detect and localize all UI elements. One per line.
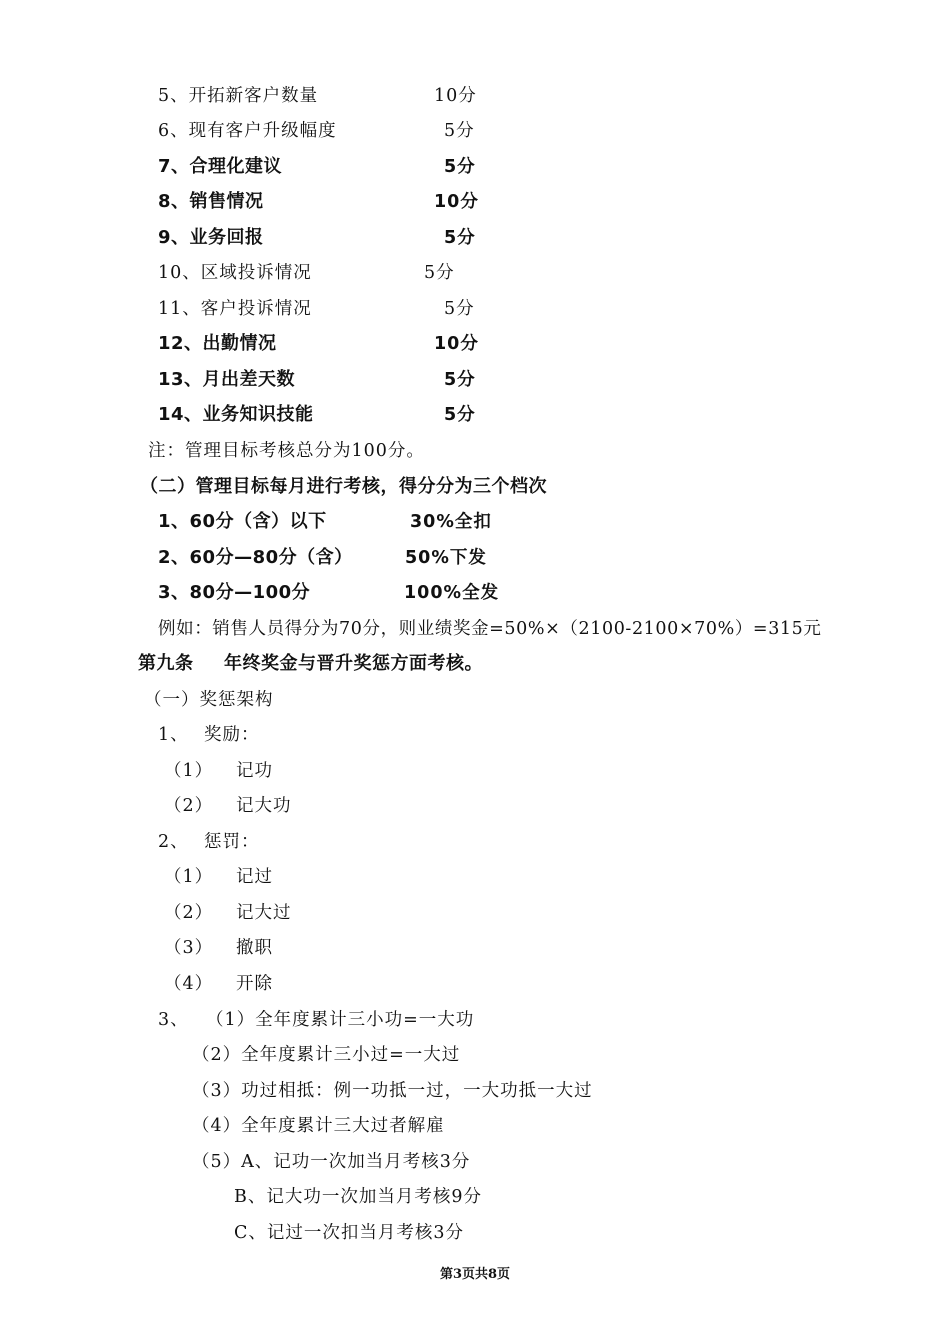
tier-range: 2、60分—80分（含） — [158, 547, 353, 568]
tier-range: 1、60分（含）以下 — [158, 511, 327, 532]
rule-item: C、记过一次扣当月考核3分 — [234, 1223, 465, 1243]
page-footer: 第3页共8页 — [439, 1267, 511, 1282]
reward-item-number: （1） — [164, 761, 214, 781]
note-text: 注：管理目标考核总分为100分。 — [148, 441, 425, 461]
penalty-item-number: （4） — [164, 974, 214, 994]
reward-number: 1、 — [158, 725, 189, 745]
reward-heading: 奖励： — [204, 725, 260, 745]
item-label: 9、业务回报 — [158, 227, 264, 248]
penalty-number: 2、 — [158, 832, 189, 852]
rule-item: （3）功过相抵：例一功抵一过，一大功抵一大过 — [192, 1081, 593, 1101]
rule-item: （1）全年度累计三小功=一大功 — [206, 1010, 475, 1030]
penalty-item-text: 记大过 — [236, 903, 292, 923]
section-2-title: （二）管理目标每月进行考核，得分分为三个档次 — [140, 476, 547, 497]
item-points: 5分 — [444, 405, 476, 425]
item-points: 5分 — [444, 370, 476, 390]
item-points: 10分 — [434, 192, 479, 212]
item-label: 7、合理化建议 — [158, 156, 283, 177]
rule-item: （4）全年度累计三大过者解雇 — [192, 1116, 445, 1136]
penalty-item-text: 撤职 — [236, 938, 273, 958]
reward-item-text: 记大功 — [236, 796, 292, 816]
item-points: 10分 — [434, 86, 477, 106]
item-points: 5分 — [424, 263, 455, 283]
item-label: 14、业务知识技能 — [158, 404, 314, 425]
rules-number: 3、 — [158, 1010, 189, 1030]
tier-range: 3、80分—100分 — [158, 582, 311, 603]
item-label: 8、销售情况 — [158, 191, 264, 212]
article-9-number: 第九条 — [138, 653, 194, 674]
tier-result: 50%下发 — [405, 548, 487, 568]
penalty-item-number: （3） — [164, 938, 214, 958]
item-points: 5分 — [444, 299, 475, 319]
article-9-title: 年终奖金与晋升奖惩方面考核。 — [224, 653, 483, 674]
penalty-item-number: （2） — [164, 903, 214, 923]
penalty-item-number: （1） — [164, 867, 214, 887]
item-points: 10分 — [434, 334, 479, 354]
tier-result: 30%全扣 — [410, 512, 492, 532]
reward-item-text: 记功 — [236, 761, 273, 781]
item-points: 5分 — [444, 228, 476, 248]
tier-result: 100%全发 — [404, 583, 500, 603]
item-label: 11、客户投诉情况 — [158, 299, 312, 319]
example-text: 例如：销售人员得分为70分，则业绩奖金=50%×（2100-2100×70%）=315元 — [158, 619, 822, 639]
item-points: 5分 — [444, 157, 476, 177]
penalty-heading: 惩罚： — [204, 832, 260, 852]
item-label: 5、开拓新客户数量 — [158, 86, 319, 106]
item-label: 12、出勤情况 — [158, 333, 277, 354]
item-label: 10、区域投诉情况 — [158, 263, 312, 283]
item-label: 6、现有客户升级幅度 — [158, 121, 337, 141]
penalty-item-text: 开除 — [236, 974, 273, 994]
rule-item: （5）A、记功一次加当月考核3分 — [192, 1152, 471, 1172]
rule-item: （2）全年度累计三小过=一大过 — [192, 1045, 461, 1065]
penalty-item-text: 记过 — [236, 867, 273, 887]
rule-item: B、记大功一次加当月考核9分 — [234, 1187, 482, 1207]
item-label: 13、月出差天数 — [158, 369, 296, 390]
reward-item-number: （2） — [164, 796, 214, 816]
subsection-1-title: （一）奖惩架构 — [144, 690, 274, 710]
item-points: 5分 — [444, 121, 475, 141]
